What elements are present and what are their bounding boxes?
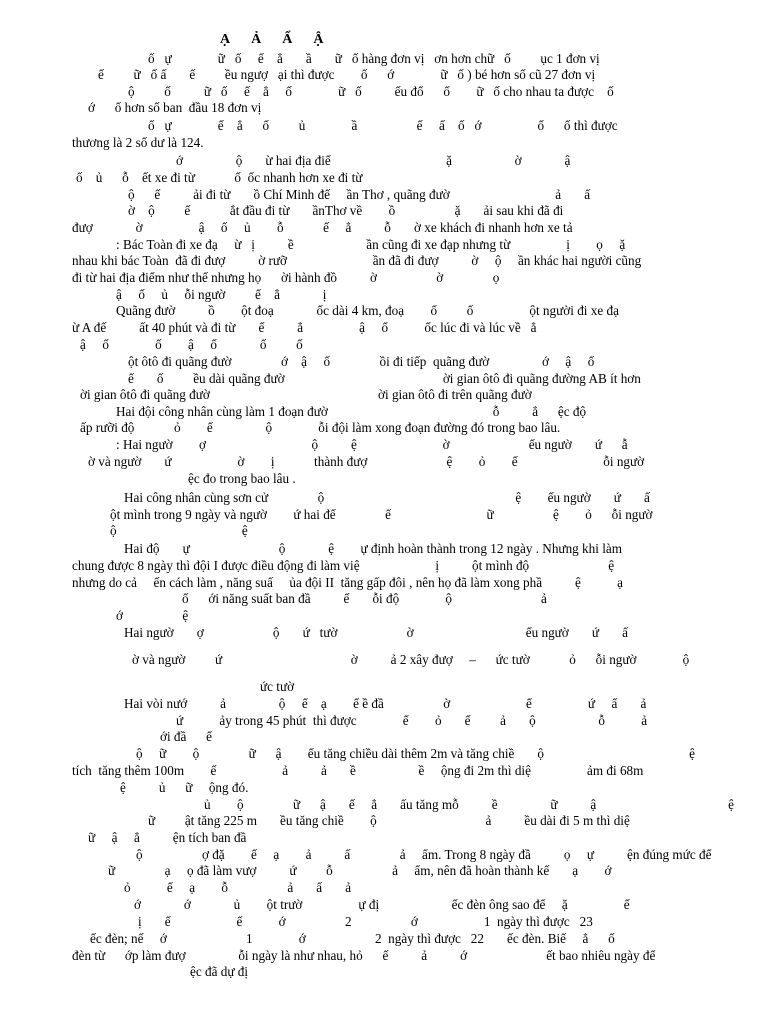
text-line: ủ ộ ữ ậ ế ẳ ấu tăng mỗ ề ữ ậ ệ <box>204 797 735 812</box>
text-line: ấp rưỡi độ ỏ ế ộ ỗi đội làm xong đoạn đường đó trong bao lâu. <box>80 420 561 435</box>
text-line: ậ ố ố ậ ố ố ố <box>80 337 303 352</box>
text-line: ớ ộ ừ hai địa điể ặ ờ ậ <box>176 153 571 168</box>
text-line: tích tăng thêm 100m ế ả ả ề ề ộng đi 2m thì diệ ảm đi 68m <box>72 763 644 778</box>
text-line: Hai ngườ ợ ộ ứ tườ ờ ếu ngườ ứ ấ <box>124 625 628 640</box>
text-line: Hai độ ự ộ ệ ự định hoàn thành trong 12 ngày . Nhưng khi làm <box>124 541 622 556</box>
text-line: ộ ệ <box>110 523 248 538</box>
text-line: ế ữ ố ấ ế ều ngượ ại thì được ố ớ ữ ố ) bé hơn số cũ 27 đơn vị <box>98 67 596 82</box>
text-line: thương là 2 số dư là 124. <box>72 135 204 150</box>
text-line: ố ự ế ẳ ố ủ ầ ế ấ ố ớ ố ố thì được <box>148 118 618 133</box>
text-line: ữ ạ ọ đã làm vượ ứ ỗ ả ẩm, nên đã hoàn thành kế ạ ớ <box>108 863 612 878</box>
text-line: ếc đèn; nế ớ 1 ớ 2 ngày thì được 22 ếc đèn. Biế ẳ ố <box>90 931 615 946</box>
text-line: Hai đội công nhân cùng làm 1 đoạn đườ ỗ ẳ ệc độ <box>116 404 587 419</box>
text-line: đèn từ ớp làm đượ ỗi ngày là như nhau, hỏ ế ả ớ ết bao nhiêu ngày để <box>72 948 656 963</box>
text-line: ức tườ <box>260 679 295 694</box>
text-line: ố ủ ỗ ết xe đi từ ố ốc nhanh hơn xe đi từ <box>76 170 363 185</box>
text-line: ớ ố hơn số ban đầu 18 đơn vị <box>88 100 262 115</box>
text-line: ột mình trong 9 ngày và ngườ ứ hai đế ế ữ ệ ỏ ỗi ngườ <box>110 507 653 522</box>
text-line: ệ ủ ữ ộng đó. <box>120 780 249 795</box>
text-line: ữ ật tăng 225 m ều tăng chiề ộ ả ều dài đi 5 m thì diệ <box>148 813 630 828</box>
text-line: : Bác Toàn đi xe đạ ừ ị ề ần cũng đi xe đạp nhưng từ ị ọ ặ <box>116 237 626 252</box>
text-line: ới đầ ể <box>160 729 213 744</box>
text-line: ố ới năng suất ban đầ ế ỗi độ ộ ả <box>182 591 547 606</box>
text-line: ỏ ế ạ ỗ ả ẩ ả <box>124 880 352 895</box>
text-line: ờ và ngườ ứ ờ ị thành đượ ệ ỏ ế ỗi ngườ <box>88 454 645 469</box>
text-line: Quãng đườ ồ ột đoạ ốc dài 4 km, đoạ ố ố ột người đi xe đạ <box>116 303 619 318</box>
text-line: ờ ộ ế ắt đầu đi từ ầnThơ về ồ ặ ải sau khi đã đi <box>128 203 564 218</box>
text-line: ố ự ữ ố ế ẳ ầ ữ ố hàng đơn vị ơn hơn chữ ố ục 1 đơn vị <box>148 51 600 66</box>
document-title: Ạ Ả Ẩ Ậ <box>220 32 324 47</box>
text-line: ệc đã dự đị <box>190 964 249 979</box>
text-line: nhưng do cả ến cách làm , năng suấ ủa đội II tăng gấp đôi , nên họ đã làm xong phầ ệ ạ <box>72 575 623 590</box>
text-line: nhau khi bác Toàn đã đi đượ ờ rưỡ ần đã đi đượ ờ ộ ần khác hai người cũng <box>72 253 642 268</box>
text-line: : Hai ngườ ợ ộ ệ ờ ếu ngườ ứ ẫ <box>116 437 628 452</box>
text-line: ộ ế ải đi từ ồ Chí Minh đế ần Thơ , quãng đườ ả ấ <box>128 187 591 202</box>
text-line: ột ôtô đi quãng đườ ớ ậ ố ồi đi tiếp quãng đườ ớ ậ ố <box>128 354 595 369</box>
text-line: đi từ hai địa điểm như thế nhưng họ ời hành đồ ờ ờ ọ <box>72 270 500 285</box>
text-line: ậ ố ủ ỗi ngườ ế ẳ ị <box>116 287 327 302</box>
text-line: ừ A đế ất 40 phút và đi từ ế ẳ ậ ố ốc lúc đi và lúc về ẳ <box>72 320 537 335</box>
text-line: ứ ảy trong 45 phút thì được ể ỏ ế ả ộ ỗ ả <box>176 713 648 728</box>
text-line: ộ ữ ộ ữ ậ ếu tăng chiều dài thêm 2m và tăng chiề ộ ệ <box>136 746 695 761</box>
text-line: ế ố ều dài quãng đườ ời gian ôtô đi quãng đường AB ít hơn <box>128 371 641 386</box>
text-line: Hai công nhân cùng sơn cử ộ ệ ếu ngườ ứ ấ <box>124 490 650 505</box>
text-line: ộ ố ữ ố ế ẳ ố ữ ố ếu đổ ố ữ ố cho nhau ta được ố <box>128 84 614 99</box>
text-line: Hai vòi nướ ả ộ ể ạ ể ề đầ ờ ể ứ ẩ ả <box>124 696 647 711</box>
text-line: ớ ệ <box>116 608 189 623</box>
text-line: chung được 8 ngày thì đội I được điều động đi làm việ ị ột mình độ ệ <box>72 558 615 573</box>
text-line: ờ và ngườ ứ ờ ả 2 xây đượ – ức tườ ỏ ỗi ngườ ộ <box>132 652 690 667</box>
text-line: đượ ờ ậ ố ủ ỗ ế ẳ ỗ ờ xe khách đi nhanh hơn xe tả <box>72 220 573 235</box>
text-line: ớ ớ ủ ột trườ ự đị ếc đèn ông sao để ặ ế <box>134 897 630 912</box>
text-line: ệc đo trong bao lâu . <box>188 471 296 486</box>
text-line: ữ ậ ẳ ện tích ban đầ <box>88 830 247 845</box>
text-line: ộ ợ đặ ế ạ ả ấ ả ẩm. Trong 8 ngày đầ ọ ự ện đúng mức để <box>136 847 712 862</box>
text-line: ị ế ế ớ 2 ớ 1 ngày thì được 23 <box>138 914 593 929</box>
text-line: ời gian ôtô đi quãng đườ ời gian ôtô đi trên quãng đườ <box>80 387 532 402</box>
